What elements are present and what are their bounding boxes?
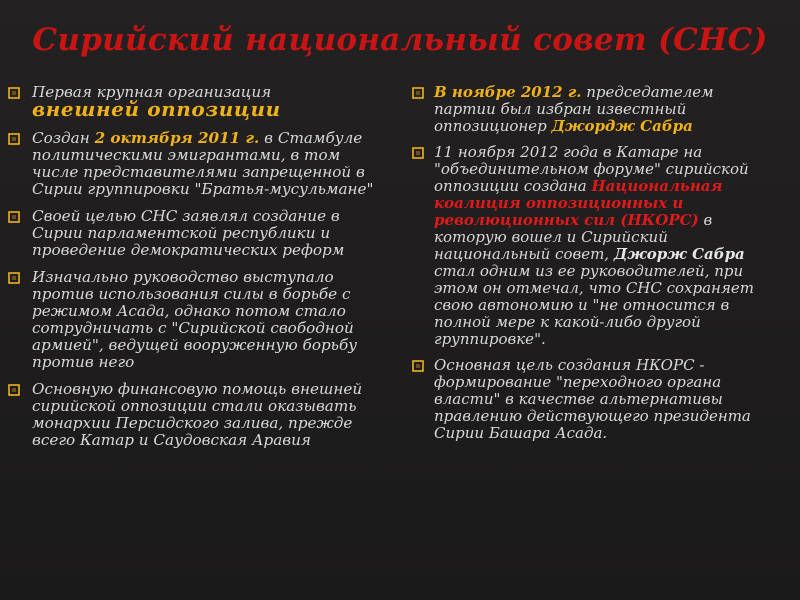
item-text: Изначально руководство выступало против использования силы в борьбе с режимом Асада, однако потом стало сотрудничать с "Сирийской свободной армией", ведущей вооруженную борьбу против него — [32, 268, 358, 371]
left-column — [6, 84, 386, 459]
item-text: Своей целью СНС заявлял создание в Сирии парламентской республики и проведение демократических реформ — [32, 207, 345, 259]
item-text: 11 ноября 2012 года в Катаре на "объединительном форуме" сирийской оппозиции создана — [434, 143, 749, 195]
list-item — [410, 84, 780, 135]
hollow-square-bullet-icon — [8, 211, 20, 223]
list-item — [6, 208, 386, 259]
right-column — [410, 84, 780, 451]
highlight-name: Джорж Сабра — [613, 245, 745, 263]
item-text: в которую вошел и Сирийский национальный совет, — [434, 211, 713, 263]
hollow-square-bullet-icon — [412, 147, 424, 159]
highlight-text: внешней оппозиции — [32, 97, 281, 121]
list-item — [410, 357, 780, 442]
hollow-square-bullet-icon — [412, 360, 424, 372]
list-item — [6, 381, 386, 449]
highlight-date: В ноябре 2012 г. — [434, 83, 582, 101]
hollow-square-bullet-icon — [8, 272, 20, 284]
list-item — [6, 130, 386, 198]
item-text: стал одним из ее руководителей, при этом он отмечал, что СНС сохраняет свою автономию и "не относится в полной мере к какой-либо другой группировке". — [434, 262, 754, 348]
list-item — [410, 144, 780, 348]
left-bullet-list — [6, 84, 386, 449]
hollow-square-bullet-icon — [8, 87, 20, 99]
item-text: председателем партии был избран известный оппозиционер — [434, 83, 714, 135]
item-text: Первая крупная организация — [32, 83, 272, 101]
slide-title: Сирийский национальный совет (СНС) — [32, 22, 768, 58]
highlight-coalition: Национальная коалиция оппозиционных и революционных сил (НКОРС) — [434, 177, 723, 229]
highlight-name: Джордж Сабра — [551, 117, 693, 135]
item-text: Основную финансовую помощь внешней сирийской оппозиции стали оказывать монархии Персидского залива, прежде всего Катар и Саудовская Аравия — [32, 380, 363, 449]
hollow-square-bullet-icon — [8, 133, 20, 145]
list-item — [6, 269, 386, 371]
highlight-date: 2 октября 2011 г. — [94, 129, 260, 147]
right-bullet-list — [410, 84, 780, 442]
hollow-square-bullet-icon — [8, 384, 20, 396]
hollow-square-bullet-icon — [412, 87, 424, 99]
item-text: Создан — [32, 129, 95, 147]
item-text: в Стамбуле политическими эмигрантами, в том числе представителями запрещенной в Сирии группировки "Братья-мусульмане" — [32, 129, 374, 198]
list-item — [6, 84, 386, 120]
item-text: Основная цель создания НКОРС - формирование "переходного органа власти" в качестве альтернативы правлению действующего президента Сирии Башара Асада. — [434, 356, 751, 442]
